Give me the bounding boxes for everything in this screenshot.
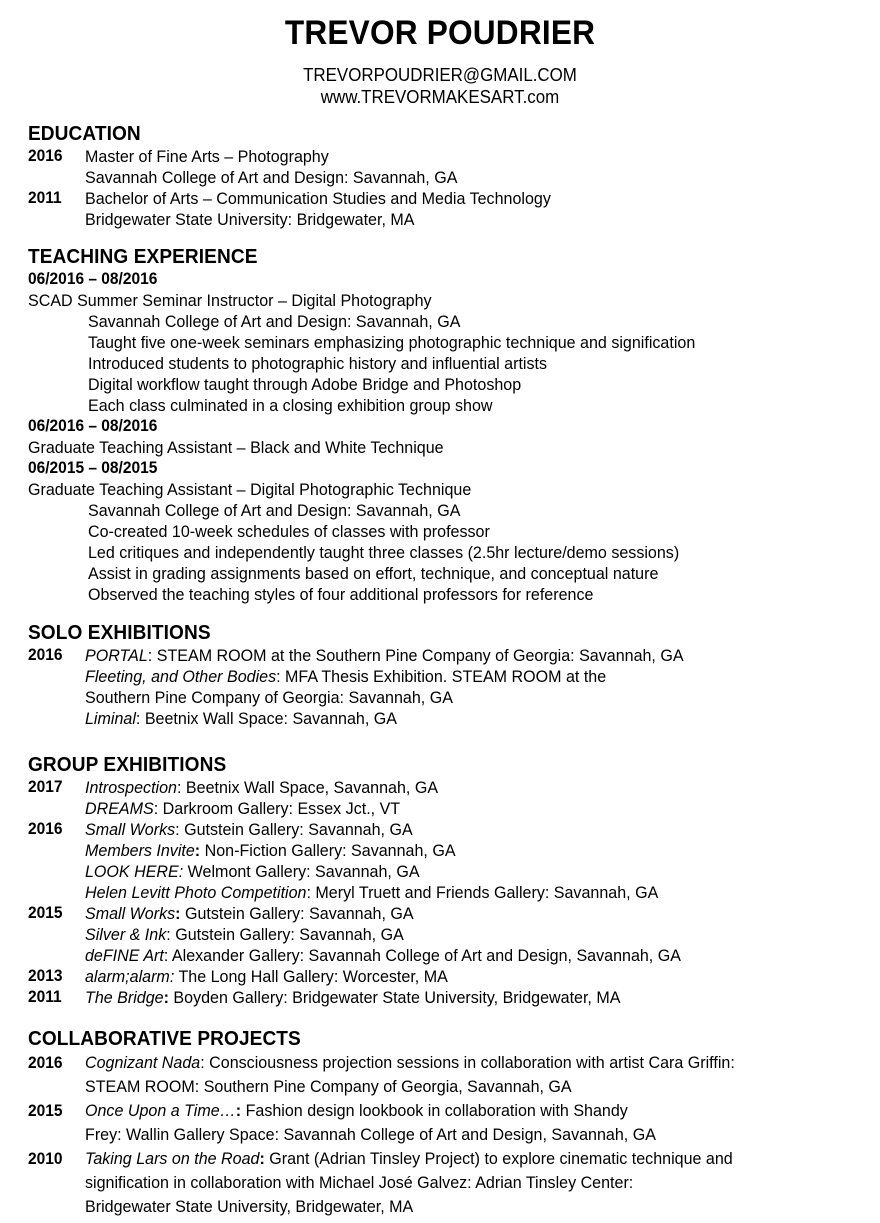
solo-exhibition-row-title: PORTAL: [85, 646, 148, 665]
group-exhibition-row-year: 2016: [28, 820, 63, 838]
solo-entries: [28, 645, 880, 729]
group-exhibition-row-detail: The Bridge: Boyden Gallery: Bridgewater State University, Bridgewater, MA: [85, 988, 621, 1007]
collaborative-entries: [28, 1051, 880, 1219]
group-exhibition-row-colon: :: [306, 883, 311, 902]
section-heading-collaborative: COLLABORATIVE PROJECTS: [28, 1027, 301, 1050]
collaborative-project-row-colon: :: [200, 1053, 205, 1072]
teaching-bullet: Digital workflow taught through Adobe Bridge and Photoshop: [88, 375, 522, 394]
collaborative-project-row-colon: :: [235, 1101, 242, 1120]
solo-exhibition-row: [28, 666, 880, 687]
solo-exhibition-row-title: Liminal: [85, 709, 136, 728]
resume-header: [0, 16, 880, 108]
solo-exhibition-row: [28, 687, 880, 708]
group-exhibition-row-colon: :: [178, 862, 184, 881]
group-exhibition-row-detail: Small Works: Gutstein Gallery: Savannah, GA: [85, 820, 413, 839]
teaching-daterange: 06/2016 – 08/2016: [28, 417, 158, 435]
group-exhibition-row-colon: :: [176, 778, 182, 797]
collaborative-project-row: [28, 1123, 880, 1147]
group-exhibition-row-title: Members Invite: [85, 841, 195, 860]
group-exhibition-row-year: 2017: [28, 778, 63, 796]
collaborative-project-row: [28, 1171, 880, 1195]
collaborative-project-row-detail: Taking Lars on the Road: Grant (Adrian Tinsley Project) to explore cinematic technique and: [85, 1149, 733, 1168]
section-heading-teaching: TEACHING EXPERIENCE: [28, 245, 258, 268]
collaborative-project-row-title: Taking Lars on the Road: [85, 1149, 260, 1168]
group-exhibition-row-title: Introspection: [85, 778, 177, 797]
collaborative-project-row-title: Cognizant Nada: [85, 1053, 201, 1072]
education-row: [28, 209, 880, 230]
group-exhibition-row-detail: Silver & Ink: Gutstein Gallery: Savannah, GA: [85, 925, 404, 944]
collaborative-project-row: [28, 1195, 880, 1219]
teaching-bullet: Observed the teaching styles of four additional professors for reference: [88, 585, 594, 604]
page-title: TREVOR POUDRIER: [284, 14, 596, 52]
group-exhibition-row: [28, 798, 880, 819]
group-exhibition-row-title: Small Works: [85, 904, 176, 923]
teaching-bullet: Introduced students to photographic history and influential artists: [88, 354, 548, 373]
education-entries: [28, 146, 880, 230]
group-exhibition-row-detail: Helen Levitt Photo Competition: Meryl Truett and Friends Gallery: Savannah, GA: [85, 883, 659, 902]
teaching-bullet: Savannah College of Art and Design: Savannah, GA: [88, 312, 461, 331]
group-exhibition-row-year: 2011: [28, 988, 62, 1006]
collaborative-project-row-detail: Once Upon a Time…: Fashion design lookbook in collaboration with Shandy: [85, 1101, 628, 1120]
group-exhibition-row-detail: alarm;alarm: The Long Hall Gallery: Worcester, MA: [85, 967, 448, 986]
website-text: www.TREVORMAKESART.com: [320, 87, 560, 107]
group-exhibition-row: [28, 945, 880, 966]
collaborative-project-row-detail: Cognizant Nada: Consciousness projection sessions in collaboration with artist Cara Griffin:: [85, 1053, 735, 1072]
group-exhibition-row-colon: :: [166, 925, 171, 944]
collaborative-project-row-year: 2015: [28, 1102, 63, 1120]
group-exhibition-row: [28, 987, 880, 1008]
solo-exhibition-row-colon: :: [135, 709, 141, 728]
collaborative-project-row-year: 2010: [28, 1150, 63, 1168]
section-heading-solo: SOLO EXHIBITIONS: [28, 621, 211, 644]
group-exhibition-row-title: Helen Levitt Photo Competition: [85, 883, 307, 902]
group-exhibition-row: [28, 882, 880, 903]
collaborative-project-row-detail: Bridgewater State University, Bridgewater, MA: [85, 1197, 414, 1216]
solo-exhibition-row: [28, 708, 880, 729]
solo-exhibition-row: [28, 645, 880, 666]
group-exhibition-row-title: LOOK HERE: [85, 862, 179, 881]
section-solo-exhibitions: [28, 621, 880, 729]
group-exhibition-row-detail: DREAMS: Darkroom Gallery: Essex Jct., VT: [85, 799, 401, 818]
section-heading-group: GROUP EXHIBITIONS: [28, 753, 227, 776]
education-year: 2016: [28, 147, 63, 165]
section-collaborative-projects: [28, 1027, 880, 1219]
group-exhibition-row-detail: Members Invite: Non-Fiction Gallery: Savannah, GA: [85, 841, 456, 860]
group-exhibition-row: [28, 777, 880, 798]
education-detail: Master of Fine Arts – Photography: [85, 147, 329, 166]
solo-exhibition-row-detail: Liminal: Beetnix Wall Space: Savannah, GA: [85, 709, 397, 728]
section-education: [28, 122, 880, 230]
collaborative-project-row: [28, 1147, 880, 1171]
group-exhibition-row-title: Silver & Ink: [85, 925, 167, 944]
group-exhibition-row: [28, 924, 880, 945]
collaborative-project-row-year: 2016: [28, 1054, 63, 1072]
teaching-bullet: Each class culminated in a closing exhibition group show: [88, 396, 493, 415]
group-exhibition-row-colon: :: [194, 841, 201, 860]
group-exhibition-row-detail: deFINE Art: Alexander Gallery: Savannah College of Art and Design, Savannah, GA: [85, 946, 681, 965]
collaborative-project-row-title: Once Upon a Time…: [85, 1101, 236, 1120]
group-exhibition-row-detail: Introspection: Beetnix Wall Space, Savannah, GA: [85, 778, 439, 797]
group-exhibition-row-colon: :: [169, 967, 175, 986]
teaching-daterange: 06/2015 – 08/2015: [28, 459, 158, 477]
education-detail: Bachelor of Arts – Communication Studies and Media Technology: [85, 189, 551, 208]
contact-block: [0, 64, 880, 108]
group-exhibition-row-colon: :: [153, 799, 159, 818]
collaborative-project-row-detail: signification in collaboration with Michael José Galvez: Adrian Tinsley Center:: [85, 1173, 634, 1192]
solo-exhibition-row-detail: Fleeting, and Other Bodies: MFA Thesis Exhibition. STEAM ROOM at the: [85, 667, 607, 686]
group-exhibition-row: [28, 840, 880, 861]
group-entries: [28, 777, 880, 1008]
group-exhibition-row-colon: :: [175, 820, 180, 839]
group-exhibition-row-year: 2013: [28, 967, 63, 985]
group-exhibition-row-title: deFINE Art: [85, 946, 164, 965]
solo-exhibition-row-colon: :: [276, 667, 281, 686]
education-row: [28, 167, 880, 188]
solo-exhibition-row-detail: PORTAL: STEAM ROOM at the Southern Pine Company of Georgia: Savannah, GA: [85, 646, 684, 665]
group-exhibition-row-title: Small Works: [85, 820, 176, 839]
collaborative-project-row: [28, 1099, 880, 1123]
solo-exhibition-row-title: Fleeting, and Other Bodies: [85, 667, 277, 686]
solo-exhibition-row-year: 2016: [28, 646, 63, 664]
teaching-bullet: Assist in grading assignments based on effort, technique, and conceptual nature: [88, 564, 659, 583]
solo-exhibition-row-detail: Southern Pine Company of Georgia: Savannah, GA: [85, 688, 453, 707]
education-row: [28, 146, 880, 167]
group-exhibition-row: [28, 861, 880, 882]
education-row: [28, 188, 880, 209]
solo-exhibition-row-colon: :: [147, 646, 153, 665]
teaching-bullet: Led critiques and independently taught three classes (2.5hr lecture/demo sessions): [88, 543, 680, 562]
group-exhibition-row-colon: :: [175, 904, 181, 923]
teaching-daterange: 06/2016 – 08/2016: [28, 270, 158, 288]
education-year: 2011: [28, 189, 62, 207]
section-group-exhibitions: [28, 753, 880, 1008]
email-text: TREVORPOUDRIER@GMAIL.COM: [303, 65, 577, 85]
group-exhibition-row-colon: :: [163, 988, 169, 1007]
group-exhibition-row: [28, 903, 880, 924]
education-detail: Bridgewater State University: Bridgewater, MA: [85, 210, 415, 229]
education-detail: Savannah College of Art and Design: Savannah, GA: [85, 168, 458, 187]
collaborative-project-row: [28, 1075, 880, 1099]
collaborative-project-row-detail: Frey: Wallin Gallery Space: Savannah College of Art and Design, Savannah, GA: [85, 1125, 656, 1144]
teaching-bullet: Savannah College of Art and Design: Savannah, GA: [88, 501, 461, 520]
collaborative-project-row-detail: STEAM ROOM: Southern Pine Company of Georgia, Savannah, GA: [85, 1077, 572, 1096]
group-exhibition-row-detail: Small Works: Gutstein Gallery: Savannah, GA: [85, 904, 414, 923]
collaborative-project-row-colon: :: [259, 1149, 265, 1168]
section-teaching-experience: [28, 245, 880, 605]
teaching-entries: [28, 269, 880, 605]
teaching-bullet: Co-created 10-week schedules of classes with professor: [88, 522, 490, 541]
teaching-bullet: Taught five one-week seminars emphasizing photographic technique and signification: [88, 333, 696, 352]
group-exhibition-row-title: The Bridge: [85, 988, 164, 1007]
group-exhibition-row: [28, 966, 880, 987]
group-exhibition-row-title: alarm;alarm: [85, 967, 170, 986]
teaching-job-title: Graduate Teaching Assistant – Black and White Technique: [28, 438, 444, 457]
collaborative-project-row: [28, 1051, 880, 1075]
section-heading-education: EDUCATION: [28, 122, 141, 145]
teaching-job-title: Graduate Teaching Assistant – Digital Photographic Technique: [28, 480, 472, 499]
teaching-job-title: SCAD Summer Seminar Instructor – Digital Photography: [28, 291, 432, 310]
group-exhibition-row-title: DREAMS: [85, 799, 154, 818]
group-exhibition-row-colon: :: [163, 946, 169, 965]
group-exhibition-row-detail: LOOK HERE: Welmont Gallery: Savannah, GA: [85, 862, 420, 881]
group-exhibition-row-year: 2015: [28, 904, 63, 922]
group-exhibition-row: [28, 819, 880, 840]
